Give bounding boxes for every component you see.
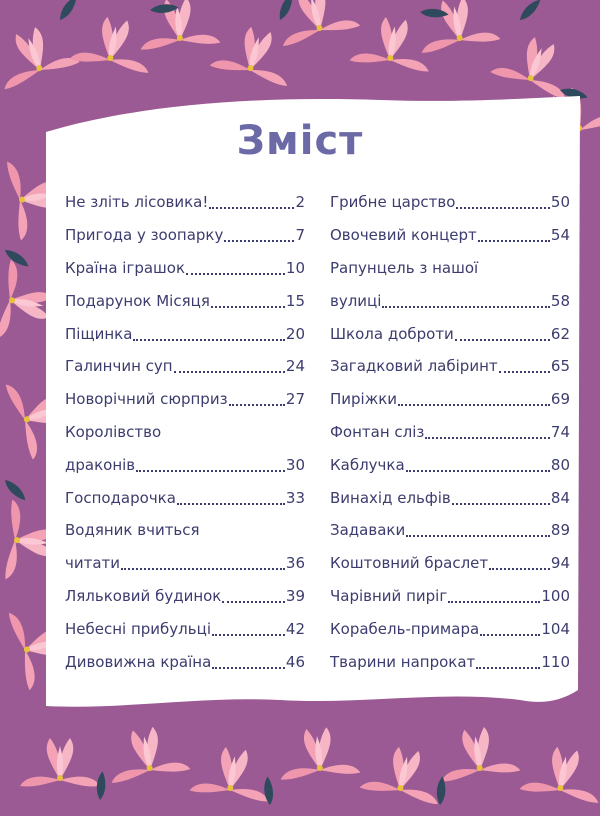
toc-entry-page: 65 [550, 357, 570, 376]
toc-entry-title: Королівство [65, 422, 162, 441]
toc-entry-title: Чарівний пиріг [330, 586, 448, 605]
toc-entry-page: 33 [285, 488, 305, 507]
toc-leader-dots [480, 632, 540, 636]
toc-entry[interactable] [330, 612, 570, 645]
toc-entry[interactable] [65, 612, 305, 645]
toc-entry[interactable] [330, 317, 570, 350]
toc-entry[interactable] [65, 252, 305, 285]
toc-left-column [65, 186, 305, 678]
toc-leader-dots [476, 665, 540, 669]
toc-entry-page: 80 [550, 455, 570, 474]
toc-entry-page: 7 [295, 226, 305, 245]
toc-entry[interactable] [65, 514, 305, 547]
toc-leader-dots [455, 337, 550, 341]
toc-entry-title: Галинчин суп [65, 357, 173, 376]
toc-leader-dots [212, 632, 285, 636]
toc-entry-title: Рапунцель з нашої [330, 258, 479, 277]
toc-entry-page: 54 [550, 226, 570, 245]
bottom-flowers [20, 722, 600, 806]
toc-entry[interactable] [330, 448, 570, 481]
toc-leader-dots [136, 468, 285, 472]
toc-entry-title: Не зліть лісовика! [65, 193, 209, 212]
toc-entry[interactable] [330, 547, 570, 580]
toc-leader-dots [222, 599, 285, 603]
toc-entry[interactable] [330, 284, 570, 317]
toc-entry-page: 100 [541, 586, 570, 605]
toc-entry-title: Водяник вчиться [65, 521, 200, 540]
toc-entry-page: 84 [550, 488, 570, 507]
toc-entry-page: 15 [285, 291, 305, 310]
toc-entry-title: Ляльковий будинок [65, 586, 222, 605]
toc-leader-dots [177, 501, 285, 505]
toc-entry-page: 46 [285, 652, 305, 671]
toc-entry-title: Корабель-примара [330, 619, 480, 638]
toc-entry-title: Загадковий лабіринт [330, 357, 498, 376]
toc-leader-dots [425, 435, 550, 439]
toc-entry[interactable] [65, 580, 305, 613]
toc-entry-page: 104 [541, 619, 570, 638]
toc-entry-title: Грибне царство [330, 193, 456, 212]
toc-entry[interactable] [65, 547, 305, 580]
toc-entry-title: Школа доброти [330, 324, 454, 343]
toc-entry-title: Країна іграшок [65, 258, 186, 277]
toc-entry[interactable] [65, 481, 305, 514]
toc-entry-title: Фонтан сліз [330, 422, 425, 441]
page-title: Зміст [236, 118, 364, 164]
toc-entry[interactable] [330, 645, 570, 678]
toc-entry-page: 30 [285, 455, 305, 474]
toc-right-column [330, 186, 570, 678]
toc-entry[interactable] [330, 416, 570, 449]
toc-entry-title: Подарунок Місяця [65, 291, 210, 310]
toc-entry[interactable] [65, 448, 305, 481]
toc-leader-dots [186, 271, 285, 275]
toc-entry-title: Господарочка [65, 488, 176, 507]
toc-entry-title: Коштовний браслет [330, 554, 489, 573]
toc-entry-title: Новорічний сюрприз [65, 390, 228, 409]
toc-entry-title: читати [65, 554, 121, 573]
toc-entry-page: 94 [550, 554, 570, 573]
toc-entry[interactable] [330, 481, 570, 514]
toc-entry[interactable] [65, 416, 305, 449]
toc-entry[interactable] [330, 350, 570, 383]
toc-leader-dots [456, 205, 550, 209]
toc-entry-page: 42 [285, 619, 305, 638]
toc-entry[interactable] [65, 317, 305, 350]
toc-leader-dots [229, 402, 285, 406]
toc-leader-dots [406, 468, 550, 472]
toc-entry-title: Небесні прибульці [65, 619, 211, 638]
toc-entry[interactable] [330, 383, 570, 416]
toc-entry-title: вулиці [330, 291, 382, 310]
toc-entry[interactable] [65, 186, 305, 219]
toc-entry-title: Задаваки [330, 521, 406, 540]
toc-entry-page: 69 [550, 390, 570, 409]
toc-entry-page: 36 [285, 554, 305, 573]
toc-entry[interactable] [330, 186, 570, 219]
toc-leader-dots [499, 369, 550, 373]
toc-leader-dots [448, 599, 540, 603]
toc-leader-dots [452, 501, 550, 505]
toc-entry[interactable] [65, 645, 305, 678]
toc-entry-page: 62 [550, 324, 570, 343]
toc-entry-title: драконів [65, 455, 136, 474]
toc-leader-dots [382, 304, 549, 308]
toc-entry-page: 10 [285, 258, 305, 277]
toc-entry-title: Винахід ельфів [330, 488, 451, 507]
toc-leader-dots [478, 238, 550, 242]
toc-entry[interactable] [65, 284, 305, 317]
toc-entry[interactable] [65, 350, 305, 383]
toc-leader-dots [209, 205, 294, 209]
toc-entry-title: Пиріжки [330, 390, 398, 409]
toc-entry-page: 24 [285, 357, 305, 376]
toc-entry-title: Піщинка [65, 324, 133, 343]
toc-entry-page: 39 [285, 586, 305, 605]
toc-entry-page: 74 [550, 422, 570, 441]
toc-entry-title: Дивовижна країна [65, 652, 212, 671]
toc-entry-page: 2 [295, 193, 305, 212]
toc-entry-page: 58 [550, 291, 570, 310]
toc-entry-page: 89 [550, 521, 570, 540]
toc-leader-dots [133, 337, 285, 341]
toc-leader-dots [398, 402, 550, 406]
toc-entry-title: Каблучка [330, 455, 405, 474]
toc-entry[interactable] [65, 383, 305, 416]
toc-entry-page: 27 [285, 390, 305, 409]
toc-entry[interactable] [330, 219, 570, 252]
toc-leader-dots [121, 566, 285, 570]
toc-entry[interactable] [65, 219, 305, 252]
toc-entry-page: 110 [541, 652, 570, 671]
toc-entry[interactable] [330, 514, 570, 547]
toc-leader-dots [212, 665, 285, 669]
toc-entry-title: Пригода у зоопарку [65, 226, 224, 245]
toc-leader-dots [174, 369, 285, 373]
toc-entry-title: Тварини напрокат [330, 652, 476, 671]
toc-leader-dots [406, 533, 550, 537]
toc-entry[interactable] [330, 580, 570, 613]
toc-entry-title: Овочевий концерт [330, 226, 477, 245]
toc-entry[interactable] [330, 252, 570, 285]
toc-leader-dots [224, 238, 294, 242]
toc-leader-dots [489, 566, 550, 570]
toc-leader-dots [211, 304, 285, 308]
toc-entry-page: 20 [285, 324, 305, 343]
toc-entry-page: 50 [550, 193, 570, 212]
